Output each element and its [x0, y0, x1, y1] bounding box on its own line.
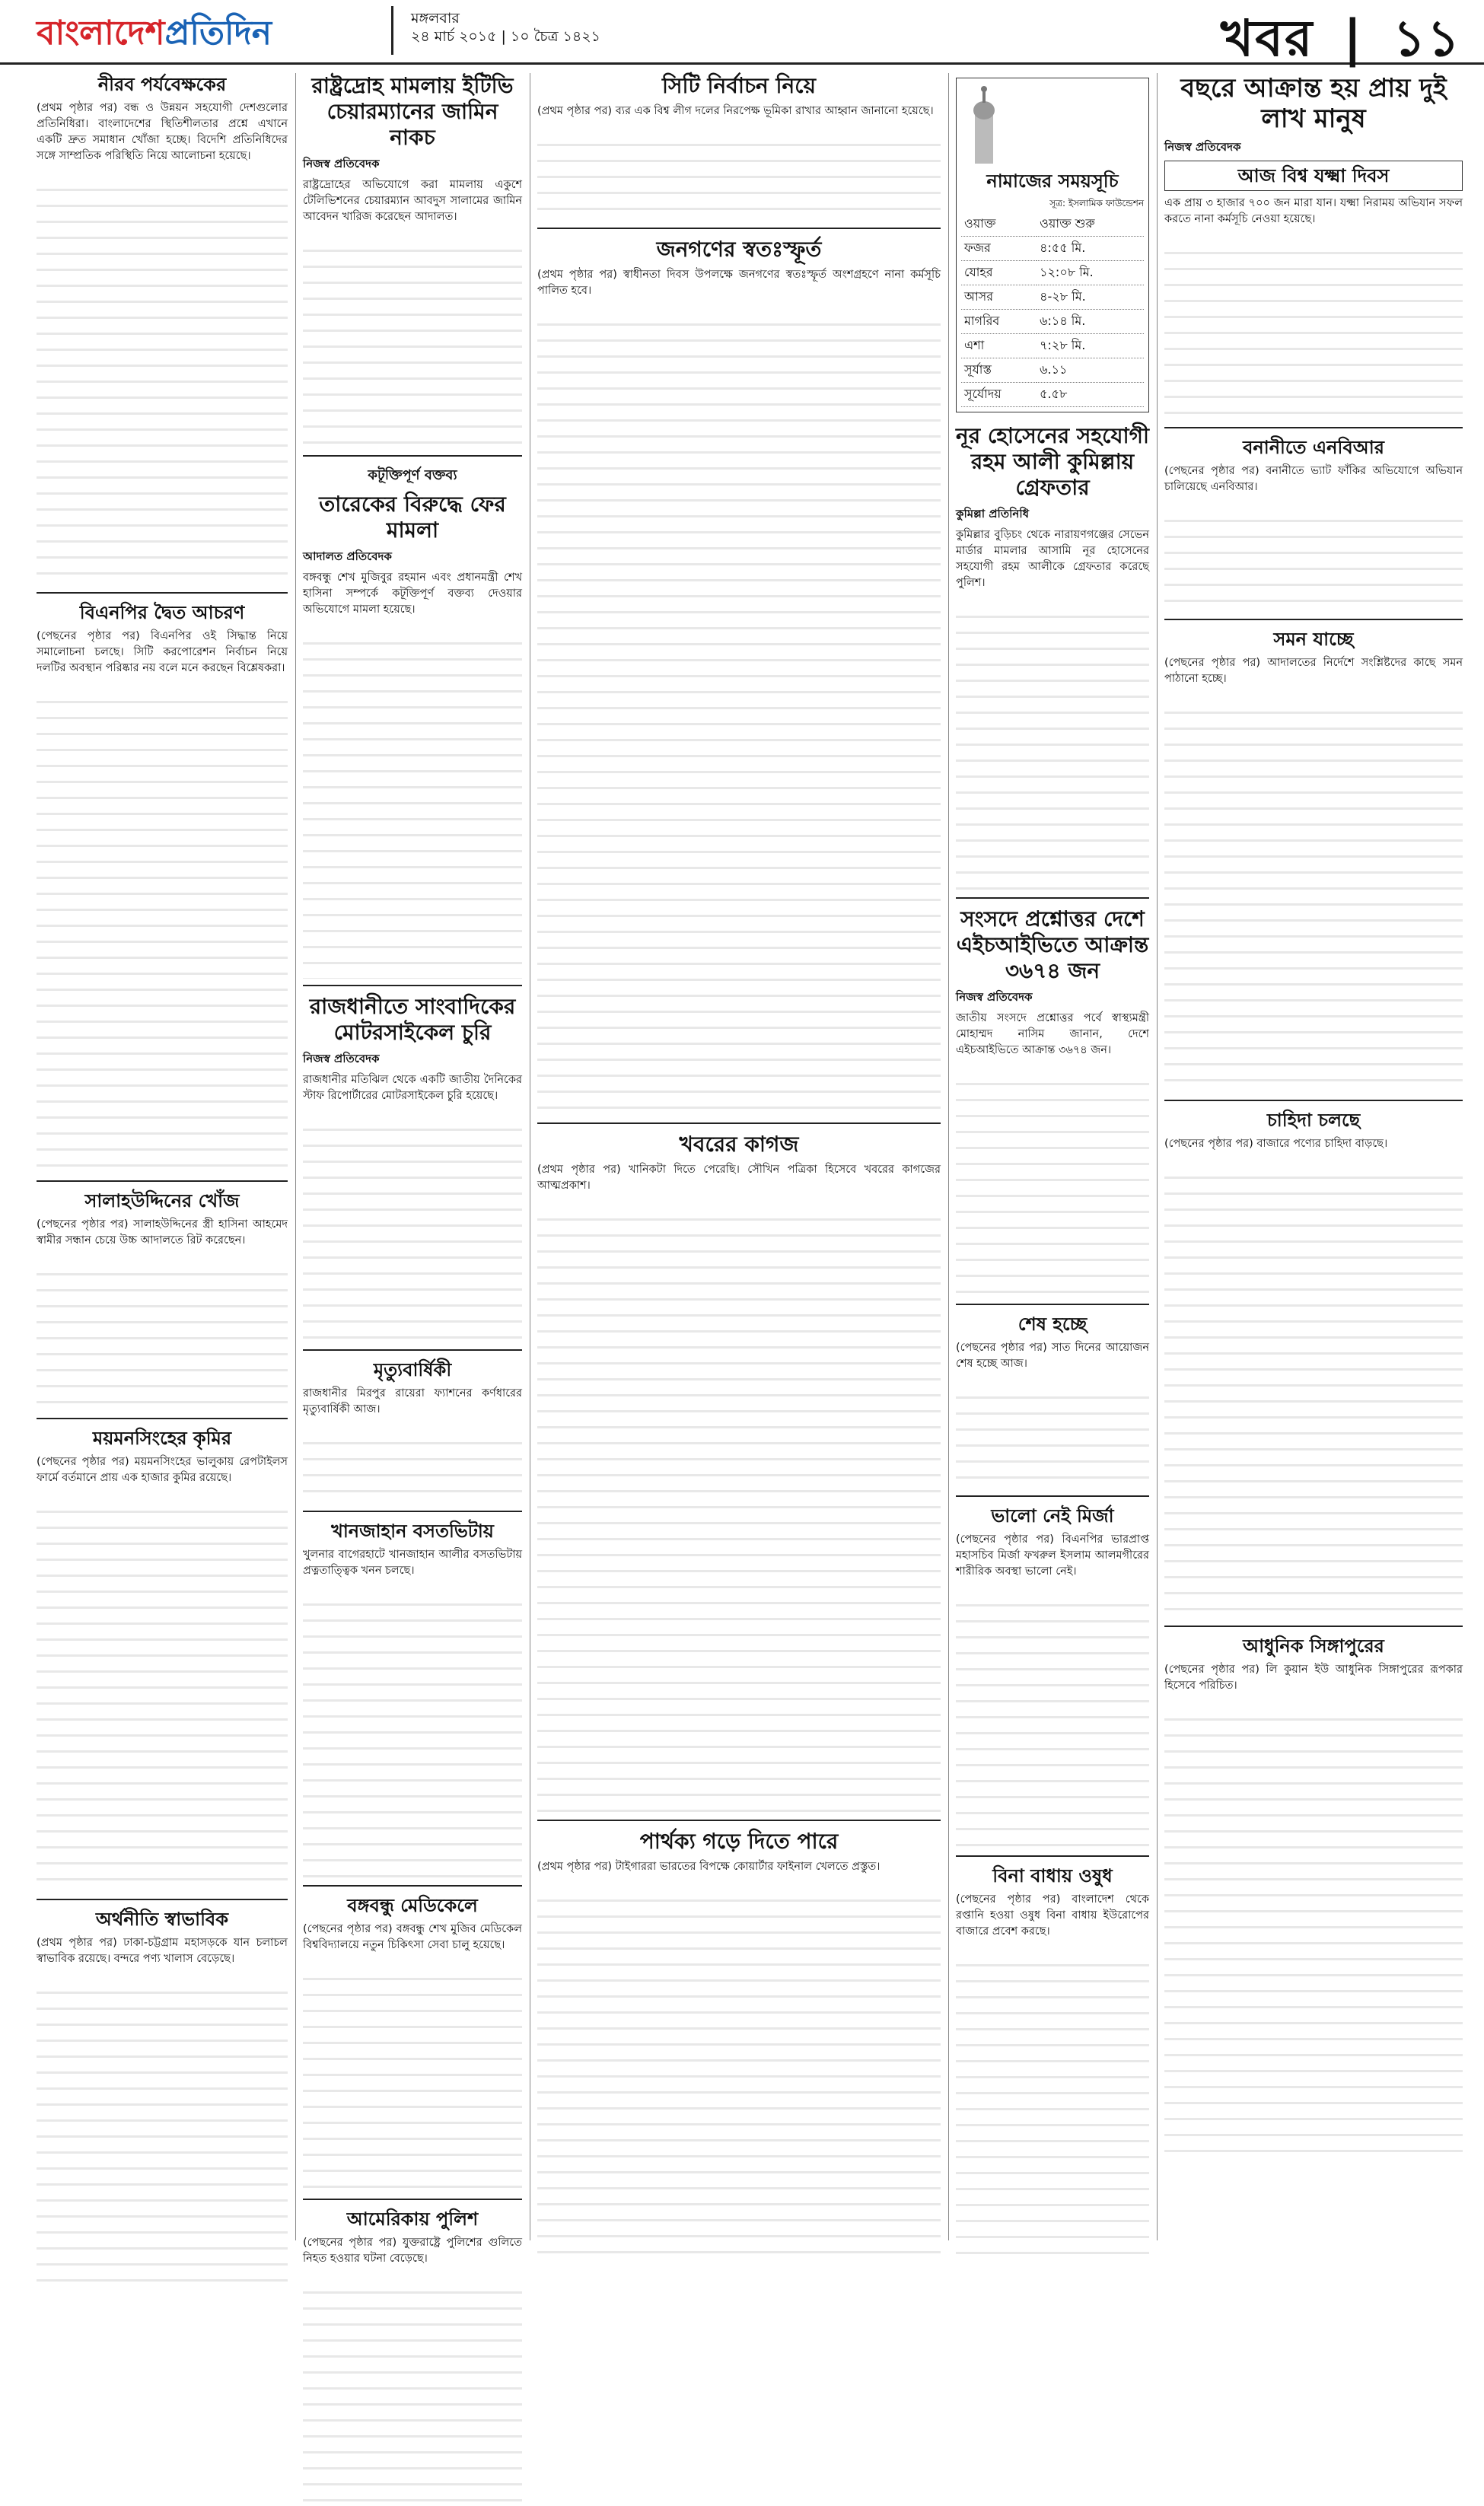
article-text-block — [303, 1428, 522, 1505]
article-body: (পেছনের পৃষ্ঠার পর) সাত দিনের আয়োজন শেষ হচ্ছে আজ। — [956, 1342, 1149, 1370]
prayer-source: সূত্র: ইসলামিক ফাউন্ডেশন — [1049, 198, 1144, 209]
masthead — [0, 0, 1484, 68]
column-rule — [948, 73, 949, 2240]
article-text-block — [37, 1497, 288, 1893]
article — [303, 1358, 522, 1505]
article-headline: রাজধানীতে সাংবাদিকের মোটরসাইকেল চুরি — [309, 994, 516, 1045]
article-headline: নূর হোসেনের সহযোগী রহম আলী কুমিল্লায় গ্রেফতার — [956, 423, 1149, 500]
article — [1164, 1109, 1463, 1619]
article-body: (পেছনের পৃষ্ঠার পর) ময়মনসিংহের ভালুকায় রেপটাইলস ফার্মে বর্তমানে প্রায় এক হাজার কুমির রয়েছে। — [37, 1456, 288, 1484]
column-5 — [1164, 73, 1463, 2240]
article-text-block — [956, 1383, 1149, 1489]
prayer-row: যোহর ১২:০৮ মি. — [961, 261, 1144, 285]
article-text-block — [537, 1205, 941, 1813]
article-headline: রাষ্ট্রদ্রোহ মামলায় ইটিভি চেয়ারম্যানের জামিন নাকচ — [311, 73, 514, 150]
issue-date-text: ২৪ মার্চ ২০১৫ | ১০ চৈত্র ১৪২১ — [411, 28, 600, 45]
article-headline: সিটি নির্বাচন নিয়ে — [662, 73, 816, 98]
article-byline: নিজস্ব প্রতিবেদক — [1164, 140, 1241, 154]
article-text-block — [303, 629, 522, 979]
prayer-times-box — [956, 78, 1149, 412]
article-body: এক প্রায় ৩ হাজার ৭০০ জন মারা যান। যক্ষ্মা নিরাময় অভিযান সফল করতে নানা কর্মসূচি নেওয়া হয়েছে। — [1164, 197, 1463, 225]
article-text-block — [37, 175, 288, 586]
article-body: (পেছনের পৃষ্ঠার পর) বনানীতে ভ্যাট ফাঁকির অভিযোগে অভিযান চালিয়েছে এনবিআর। — [1164, 465, 1463, 493]
article-text-block — [956, 602, 1149, 891]
prayer-table — [961, 212, 1144, 407]
column-3 — [537, 73, 941, 2240]
article — [303, 994, 522, 1343]
article-text-block — [37, 687, 288, 1174]
article — [956, 1864, 1149, 2255]
article — [956, 906, 1149, 1298]
article — [1164, 436, 1463, 613]
column-rule — [1157, 73, 1158, 2240]
article — [37, 1427, 288, 1893]
column-1 — [37, 73, 288, 2240]
article-text-block — [303, 1964, 522, 2192]
article — [956, 1505, 1149, 1849]
article-headline: খবরের কাগজ — [679, 1132, 799, 1157]
prayer-row: এশা ৭:২৮ মি. — [961, 334, 1144, 358]
sun-row: সূর্যোদয় ৫.৫৮ — [961, 383, 1144, 407]
article-byline: নিজস্ব প্রতিবেদক — [303, 1052, 380, 1065]
article-kicker: কটূক্তিপূর্ণ বক্তব্য — [368, 467, 457, 483]
article — [537, 1829, 941, 2266]
article-headline: ভালো নেই মির্জা — [991, 1505, 1114, 1527]
article-text-block — [1164, 1163, 1463, 1619]
article-body: কুমিল্লার বুড়িচং থেকে নারায়ণগঞ্জের সেভেন মার্ডার মামলার আসামি নূর হোসেনের সহযোগী রহম আলীকে গ্রেফতার করেছে পুলিশ। — [956, 529, 1149, 589]
article-headline: নীরব পর্যবেক্ষকের — [97, 74, 227, 95]
prayer-col-header: ওয়াক্ত — [961, 212, 1037, 237]
section-header: খবর | ১১ — [1220, 9, 1461, 68]
article-headline: বিনা বাধায় ওষুধ — [992, 1865, 1113, 1887]
article-text-block — [537, 310, 941, 1116]
article-headline: তারেকের বিরুদ্ধে ফের মামলা — [319, 492, 506, 543]
article-body: (প্রথম পৃষ্ঠার পর) ব্যর এক বিশ্ব লীগ দলের নিরপেক্ষ ভূমিকা রাখার আহ্বান জানানো হয়েছে। — [537, 105, 934, 117]
article — [537, 73, 941, 221]
article-text-block — [303, 2278, 522, 2506]
article-text-block — [956, 1950, 1149, 2255]
article — [956, 1313, 1149, 1489]
masthead-divider — [391, 6, 393, 55]
issue-date — [411, 9, 600, 46]
prayer-row: মাগরিব ৬:১৪ মি. — [961, 310, 1144, 334]
article-headline: খানজাহান বসতভিটায় — [331, 1520, 494, 1542]
article-headline: সংসদে প্রশ্নোত্তর দেশে এইচআইভিতে আক্রান্ত ৩৬৭৪ জন — [956, 906, 1149, 983]
article-body: (পেছনের পৃষ্ঠার পর) যুক্তরাষ্ট্রে পুলিশের গুলিতে নিহত হওয়ার ঘটনা বেড়েছে। — [303, 2237, 522, 2265]
article-text-block — [956, 1069, 1149, 1298]
article-headline: জনগণের স্বতঃস্ফূর্ত — [656, 237, 822, 262]
article-headline: আমেরিকায় পুলিশ — [346, 2208, 479, 2230]
article-text-block — [303, 1590, 522, 1879]
article-body: খুলনার বাগেরহাটে খানজাহান আলীর বসতভিটায় প্রত্নতাত্ত্বিক খনন চলছে। — [303, 1549, 522, 1577]
article-text-block — [37, 1978, 288, 2282]
prayer-row: ফজর ৪:৫৫ মি. — [961, 237, 1144, 261]
article-byline: আদালত প্রতিবেদক — [303, 549, 392, 563]
article-body: (পেছনের পৃষ্ঠার পর) আদালতের নির্দেশে সংশ্লিষ্টদের কাছে সমন পাঠানো হচ্ছে। — [1164, 657, 1463, 685]
article-body: (প্রথম পৃষ্ঠার পর) টাইগাররা ভারতের বিপক্ষে কোয়ার্টার ফাইনাল খেলতে প্রস্তুত। — [537, 1861, 881, 1873]
prayer-col-header: ওয়াক্ত শুরু — [1037, 212, 1144, 237]
article-body: (পেছনের পৃষ্ঠার পর) সালাহউদ্দিনের স্ত্রী হাসিনা আহমেদ স্বামীর সন্ধান চেয়ে উচ্চ আদালতে রিট করেছেন। — [37, 1218, 288, 1247]
article-headline: মৃত্যুবার্ষিকী — [373, 1359, 452, 1380]
article-text-block — [1164, 1705, 1463, 2161]
article-body: (প্রথম পৃষ্ঠার পর) খানিকটা দিতে পেরেছি। সৌখিন পত্রিকা হিসেবে খবরের কাগজের আত্মপ্রকাশ। — [537, 1164, 941, 1192]
article-kicker: আজ বিশ্ব যক্ষ্মা দিবস — [1164, 161, 1463, 191]
prayer-title: নামাজের সময়সূচি — [986, 170, 1119, 192]
column-2 — [303, 73, 522, 2265]
article-body: (পেছনের পৃষ্ঠার পর) বাংলাদেশ থেকে রপ্তানি হওয়া ওষুধ বিনা বাধায় ইউরোপের বাজারে প্রবেশ করছে। — [956, 1893, 1149, 1938]
article-text-block — [956, 1591, 1149, 1849]
article-headline: পার্থক্য গড়ে দিতে পারে — [639, 1829, 839, 1854]
article — [37, 73, 288, 586]
article-headline: বিএনপির দ্বৈত আচরণ — [79, 602, 245, 623]
prayer-row: আসর ৪-২৮ মি. — [961, 285, 1144, 310]
article-body: বঙ্গবন্ধু শেখ মুজিবুর রহমান এবং প্রধানমন্ত্রী শেখ হাসিনা সম্পর্কে কটূক্তিপূর্ণ বক্তব্য দেওয়ার অভিযোগে মামলা হয়েছে। — [303, 572, 522, 616]
article-text-block — [37, 1259, 288, 1412]
article — [303, 1520, 522, 1879]
article-body: রাজধানীর মতিঝিল থেকে একটি জাতীয় দৈনিকের স্টাফ রিপোর্টারের মোটরসাইকেল চুরি হয়েছে। — [303, 1074, 522, 1102]
article-text-block — [537, 130, 941, 221]
article-headline: আধুনিক সিঙ্গাপুরের — [1243, 1635, 1384, 1657]
article-headline: ময়মনসিংহের কৃমির — [92, 1428, 232, 1449]
article-headline: বনানীতে এনবিআর — [1243, 437, 1384, 458]
mosque-icon — [961, 83, 1007, 167]
article-body: রাজধানীর মিরপুর রায়েরা ফ্যাশনের কর্ণধারের মৃত্যুবার্ষিকী আজ। — [303, 1387, 522, 1415]
article-headline: চাহিদা চলছে — [1266, 1110, 1361, 1131]
article-text-block — [1164, 698, 1463, 1094]
article — [37, 1908, 288, 2282]
article-byline: কুমিল্লা প্রতিনিধি — [956, 507, 1030, 521]
article — [537, 237, 941, 1116]
column-rule — [295, 73, 296, 2240]
article-text-block — [1164, 238, 1463, 421]
article — [537, 1132, 941, 1813]
article-body: (প্রথম পৃষ্ঠার পর) স্বাধীনতা দিবস উপলক্ষে জনগণের স্বতঃস্ফূর্ত অংশগ্রহণে নানা কর্মসূচি পালিত হবে। — [537, 269, 941, 297]
article — [37, 1189, 288, 1412]
section-name: খবর — [1220, 9, 1314, 68]
article-text-block — [537, 1886, 941, 2266]
article-headline: বঙ্গবন্ধু মেডিকেলে — [347, 1895, 478, 1916]
article-body: রাষ্ট্রদ্রোহের অভিযোগে করা মামলায় একুশে টেলিভিশনের চেয়ারম্যান আবদুস সালামের জামিন আবেদন খারিজ করেছেন আদালত। — [303, 179, 522, 223]
article-byline: নিজস্ব প্রতিবেদক — [303, 157, 380, 170]
newspaper-logo: বাংলাদেশপ্রতিদিন — [37, 14, 272, 53]
article-body: (পেছনের পৃষ্ঠার পর) বিএনপির ওই সিদ্ধান্ত নিয়ে সমালোচনা চলছে। সিটি করপোরেশন নির্বাচন নিয়ে দলটির অবস্থান পরিষ্কার নয় বলে মনে করছেন বিশ্লেষকরা। — [37, 630, 288, 674]
article — [303, 1894, 522, 2192]
article — [37, 601, 288, 1174]
article — [956, 423, 1149, 891]
article — [1164, 1635, 1463, 2161]
page-number: ১১ — [1393, 9, 1461, 68]
column-4 — [956, 73, 1149, 2240]
article-text-block — [303, 1115, 522, 1343]
article-body: (পেছনের পৃষ্ঠার পর) লি কুয়ান ইউ আধুনিক সিঙ্গাপুরের রূপকার হিসেবে পরিচিত। — [1164, 1664, 1463, 1692]
article-text-block — [1164, 506, 1463, 613]
lead-headline: বছরে আক্রান্ত হয় প্রায় দুই লাখ মানুষ — [1180, 73, 1447, 134]
article-byline: নিজস্ব প্রতিবেদক — [956, 990, 1033, 1004]
article-body: (পেছনের পৃষ্ঠার পর) বঙ্গবন্ধু শেখ মুজিব মেডিকেল বিশ্ববিদ্যালয়ে নতুন চিকিৎসা সেবা চালু হয়েছে। — [303, 1923, 522, 1951]
article-body: (প্রথম পৃষ্ঠার পর) বন্ধ ও উন্নয়ন সহযোগী দেশগুলোর প্রতিনিধিরা। বাংলাদেশের স্থিতিশীলতার প্রশ্নে এখানে একটি দ্রুত সমাধান খোঁজা হচ্ছে। বিদেশি প্রতিনিধিদের সঙ্গে সাম্প্রতিক পরিস্থিতি নিয়ে আলোচনা হয়েছে। — [37, 102, 288, 162]
article — [303, 2208, 522, 2506]
article — [1164, 628, 1463, 1094]
article-body: জাতীয় সংসদে প্রশ্নোত্তর পর্বে স্বাস্থ্যমন্ত্রী মোহাম্মদ নাসিম জানান, দেশে এইচআইভিতে আক্রান্ত ৩৬৭৪ জন। — [956, 1012, 1149, 1056]
article — [303, 73, 522, 449]
sun-row: সূর্যাস্ত ৬.১১ — [961, 358, 1144, 383]
article-text-block — [303, 236, 522, 449]
issue-day: মঙ্গলবার — [411, 10, 460, 27]
article-headline: শেষ হচ্ছে — [1017, 1314, 1088, 1335]
article-headline: সালাহউদ্দিনের খোঁজ — [84, 1190, 240, 1212]
article — [303, 464, 522, 979]
article-body: (পেছনের পৃষ্ঠার পর) বিএনপির ভারপ্রাপ্ত মহাসচিব মির্জা ফখরুল ইসলাম আলমগীরের শারীরিক অবস্থা ভালো নেই। — [956, 1533, 1149, 1578]
article-headline: সমন যাচ্ছে — [1273, 629, 1354, 650]
article-body: (পেছনের পৃষ্ঠার পর) বাজারে পণ্যের চাহিদা বাড়ছে। — [1164, 1138, 1388, 1150]
article-headline: অর্থনীতি স্বাভাবিক — [95, 1909, 229, 1930]
article — [1164, 73, 1463, 421]
article-body: (প্রথম পৃষ্ঠার পর) ঢাকা-চট্টগ্রাম মহাসড়কে যান চলাচল স্বাভাবিক রয়েছে। বন্দরে পণ্য খালাস বেড়েছে। — [37, 1937, 288, 1965]
